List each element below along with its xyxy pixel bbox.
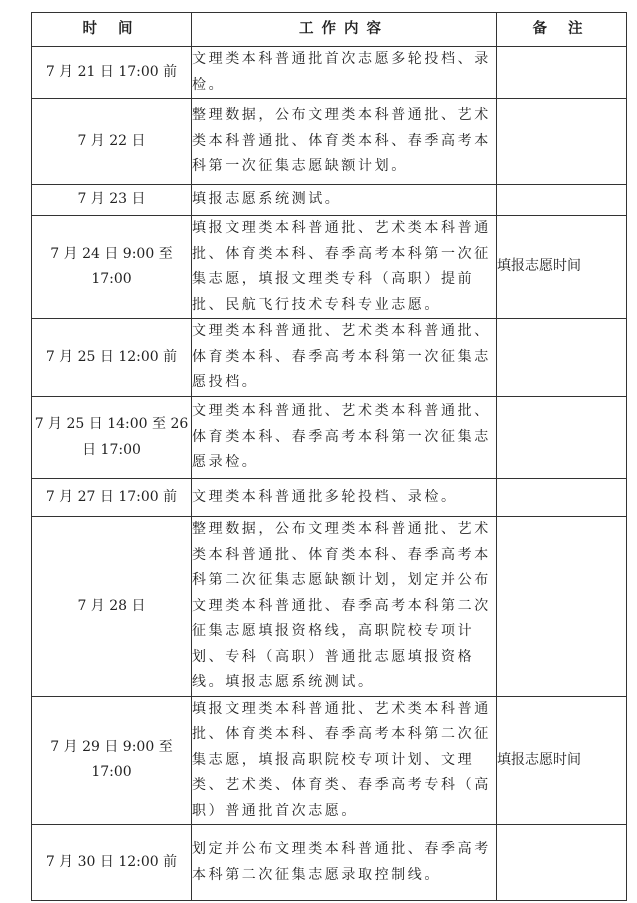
row-note <box>497 319 627 397</box>
header-note: 备 注 <box>497 13 627 47</box>
table-row <box>32 185 627 216</box>
table-row <box>32 825 627 901</box>
row-content <box>192 825 497 901</box>
row-time: 7 月 24 日 9:00 至 17:00 <box>32 216 192 319</box>
row-content <box>192 185 497 216</box>
row-time: 7 月 28 日 <box>32 517 192 697</box>
row-time: 7 月 30 日 12:00 前 <box>32 825 192 901</box>
table-row <box>32 216 627 319</box>
table-row <box>32 696 627 825</box>
row-time: 7 月 25 日 12:00 前 <box>32 319 192 397</box>
row-note <box>497 47 627 99</box>
row-content <box>192 517 497 697</box>
table-row <box>32 319 627 397</box>
row-time: 7 月 23 日 <box>32 185 192 216</box>
row-content-text: 填报文理类本科普通批、艺术类本科普通批、体育类本科、春季高考本科第一次征集志愿，填报文理类专科（高职）提前批、民航飞行技术专科专业志愿。 <box>192 220 491 313</box>
row-content <box>192 397 497 479</box>
row-content <box>192 99 497 185</box>
row-content-text: 填报文理类本科普通批、艺术类本科普通批、体育类本科、春季高考本科第二次征集志愿，填报高职院校专项计划、文理类、艺术类、体育类、春季高考专科（高职）普通批首次志愿。 <box>192 700 491 819</box>
table-row <box>32 47 627 99</box>
row-content <box>192 319 497 397</box>
table-row <box>32 517 627 697</box>
row-content-text: 整理数据，公布文理类本科普通批、艺术类本科普通批、体育类本科、春季高考本科第一次征集志愿缺额计划。 <box>192 107 491 175</box>
row-content-text: 填报志愿系统测试。 <box>192 191 342 208</box>
table-row <box>32 397 627 479</box>
row-time: 7 月 21 日 17:00 前 <box>32 47 192 99</box>
row-content-text: 文理类本科普通批、艺术类本科普通批、体育类本科、春季高考本科第一次征集志愿投档。 <box>192 323 491 391</box>
header-content: 工作内容 <box>192 13 497 47</box>
row-note <box>497 517 627 697</box>
admission-schedule-table <box>31 12 627 901</box>
row-content-text: 整理数据，公布文理类本科普通批、艺术类本科普通批、体育类本科、春季高考本科第二次征集志愿缺额计划，划定并公布文理类本科普通批、春季高考本科第二次征集志愿填报资格线，高职院校专项计划、专科（高职）普通批志愿填报资格线。填报志愿系统测试。 <box>192 521 491 690</box>
row-time: 7 月 29 日 9:00 至 17:00 <box>32 696 192 825</box>
row-content-text: 文理类本科普通批首次志愿多轮投档、录检。 <box>192 51 491 93</box>
row-time: 7 月 25 日 14:00 至 26 日 17:00 <box>32 397 192 479</box>
row-content <box>192 479 497 517</box>
row-note <box>497 397 627 479</box>
row-content-text: 文理类本科普通批、艺术类本科普通批、体育类本科、春季高考本科第一次征集志愿录检。 <box>192 403 491 471</box>
row-note <box>497 825 627 901</box>
row-time: 7 月 27 日 17:00 前 <box>32 479 192 517</box>
row-content <box>192 696 497 825</box>
row-note: 填报志愿时间 <box>497 696 627 825</box>
row-content-text: 划定并公布文理类本科普通批、春季高考本科第二次征集志愿录取控制线。 <box>192 841 491 883</box>
table-row <box>32 479 627 517</box>
row-note <box>497 99 627 185</box>
table-row <box>32 99 627 185</box>
row-content <box>192 216 497 319</box>
row-note: 填报志愿时间 <box>497 216 627 319</box>
header-time: 时 间 <box>32 13 192 47</box>
row-note <box>497 185 627 216</box>
table-header-row <box>32 13 627 47</box>
row-note <box>497 479 627 517</box>
row-time: 7 月 22 日 <box>32 99 192 185</box>
row-content-text: 文理类本科普通批多轮投档、录检。 <box>192 488 458 505</box>
row-content <box>192 47 497 99</box>
